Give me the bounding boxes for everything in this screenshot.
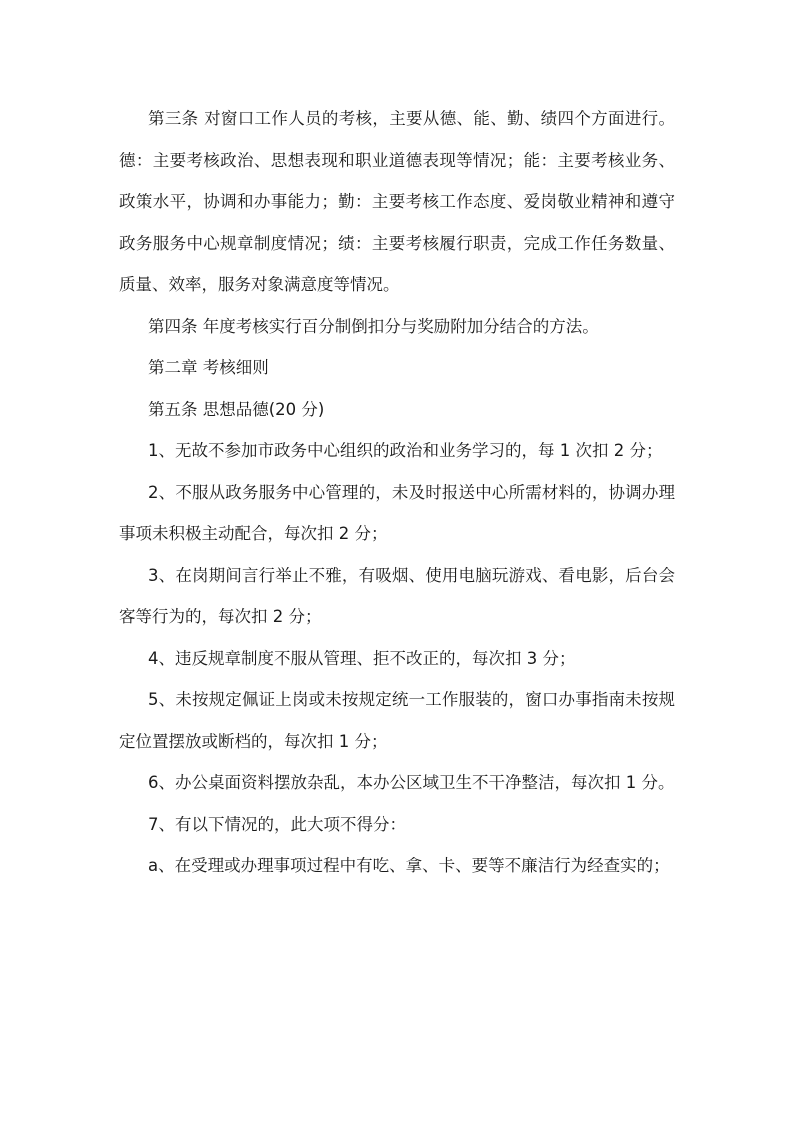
list-item-3: 3、在岗期间言行举止不雅，有吸烟、使用电脑玩游戏、看电影，后台会客等行为的，每次扣 2 分； [119, 565, 675, 626]
paragraph-article-5: 第五条 思想品德(20 分) [148, 399, 325, 419]
list-item-5: 5、未按规定佩证上岗或未按规定统一工作服装的，窗口办事指南未按规定位置摆放或断档的，每次扣 1 分； [119, 690, 675, 751]
list-item-2: 2、不服从政务服务中心管理的，未及时报送中心所需材料的，协调办理事项未积极主动配合，每次扣 2 分； [119, 482, 675, 543]
list-item-4: 4、违反规章制度不服从管理、拒不改正的，每次扣 3 分； [148, 648, 576, 668]
list-item-6: 6、办公桌面资料摆放杂乱，本办公区域卫生不干净整洁，每次扣 1 分。 [148, 773, 675, 792]
chapter-heading: 第二章 考核细则 [148, 358, 269, 377]
list-item-1: 1、无故不参加市政务中心组织的政治和业务学习的，每 1 次扣 2 分； [148, 441, 663, 460]
list-item-7: 7、有以下情况的，此大项不得分： [148, 814, 406, 834]
sub-item-a: a、在受理或办理事项过程中有吃、拿、卡、要等不廉洁行为经查实的； [148, 856, 670, 875]
paragraph-article-3: 第三条 对窗口工作人员的考核，主要从德、能、勤、绩四个方面进行。德：主要考核政治、思想表现和职业道德表现等情况；能：主要考核业务、政策水平，协调和办事能力；勤：主要考核工作态度、爱岗敬业精神和遵守政务服务中心规章制度情况；绩：主要考核履行职责，完成工作任务数量、质量、效率，服务对象满意度等情况。 [119, 109, 675, 294]
paragraph-article-4: 第四条 年度考核实行百分制倒扣分与奖励附加分结合的方法。 [148, 316, 599, 336]
document-body [119, 98, 675, 887]
